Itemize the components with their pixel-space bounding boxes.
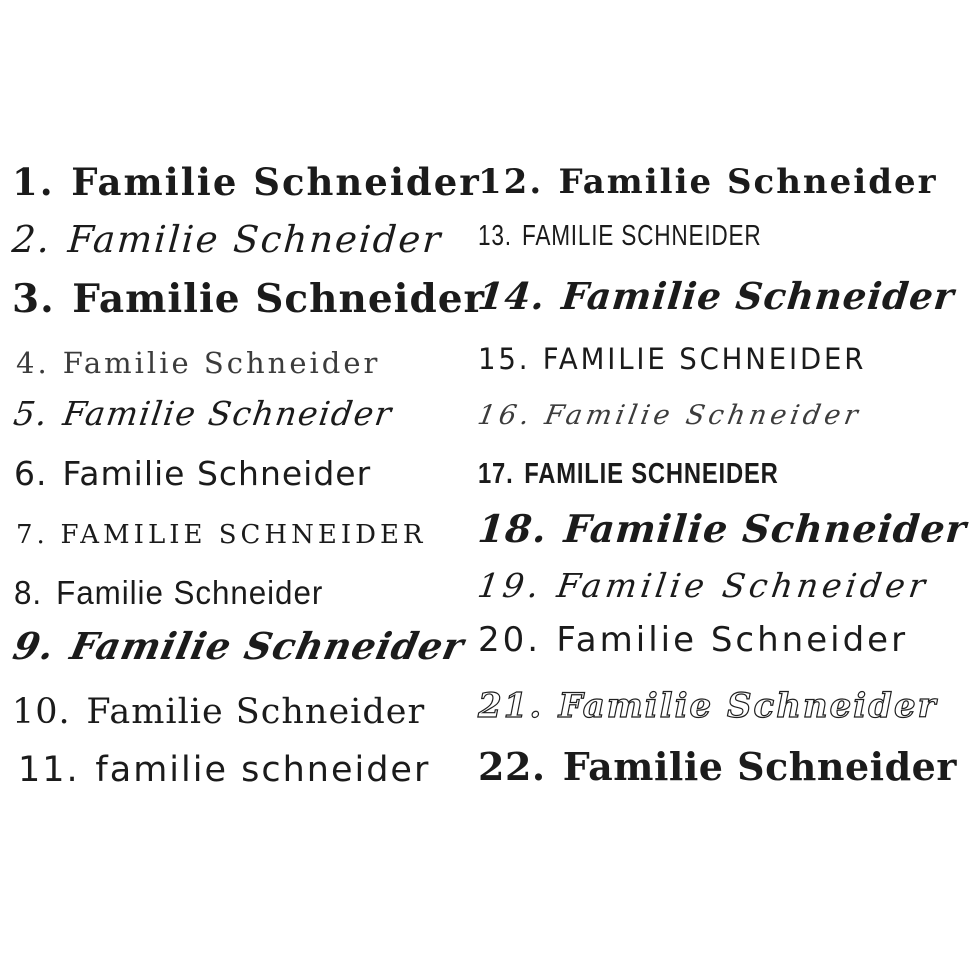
sample-number: 16. — [475, 400, 536, 431]
sample-text: Familie Schneider — [66, 624, 469, 668]
sample-number: 1. — [12, 160, 55, 204]
font-sample-16 — [475, 400, 864, 431]
sample-number: 19. — [475, 566, 546, 605]
sample-text: Familie Schneider — [62, 454, 372, 493]
sample-text: Familie Schneider — [556, 620, 909, 660]
sample-text: Familie Schneider — [559, 274, 957, 318]
sample-text: familie schneider — [95, 750, 431, 790]
font-sample-7 — [16, 520, 427, 550]
sample-text: Familie Schneider — [542, 400, 865, 431]
font-sample-3 — [12, 276, 485, 322]
font-sample-17 — [478, 458, 779, 491]
sample-number: 5. — [11, 394, 52, 433]
font-sample-14 — [476, 274, 957, 318]
sample-number: 4. — [16, 346, 50, 380]
sample-text: FAMILIE SCHNEIDER — [524, 458, 779, 490]
sample-number: 10. — [12, 692, 71, 732]
sample-number: 11. — [18, 750, 80, 790]
sample-number: 3. — [12, 276, 55, 322]
font-sample-22 — [478, 744, 957, 789]
sample-text: Familie Schneider — [71, 160, 481, 204]
font-sample-12 — [478, 162, 938, 202]
sample-number: 6. — [14, 454, 48, 493]
sample-text: FAMILIE SCHNEIDER — [521, 220, 762, 252]
font-sample-20 — [478, 620, 908, 660]
font-sample-13 — [478, 220, 761, 253]
sample-text: Familie Schneider — [86, 692, 426, 732]
sample-text: Familie Schneider — [558, 686, 938, 726]
sample-text: Familie Schneider — [60, 394, 396, 433]
font-sample-2 — [10, 218, 443, 261]
sample-text: Familie Schneider — [62, 346, 381, 380]
sample-text: FAMILIE SCHNEIDER — [60, 520, 427, 550]
font-sample-21 — [478, 686, 938, 726]
sample-number: 2. — [10, 218, 53, 261]
sample-text: Familie Schneider — [66, 218, 444, 261]
font-sample-9 — [9, 624, 468, 668]
sample-number: 14. — [475, 274, 548, 318]
sample-text: Familie Schneider — [56, 574, 324, 611]
font-sample-5 — [11, 394, 395, 433]
sample-text: Familie Schneider — [554, 566, 932, 605]
font-sample-10 — [12, 692, 425, 732]
sample-number: 17. — [478, 458, 514, 490]
sample-text: Familie Schneider — [72, 276, 486, 322]
sample-text: FAMILIE SCHNEIDER — [542, 342, 867, 376]
sample-text: Familie Schneider — [562, 744, 957, 789]
font-sample-19 — [475, 566, 931, 605]
font-sample-1 — [12, 160, 481, 204]
sample-number: 12. — [478, 162, 544, 202]
sample-number: 7. — [16, 520, 49, 550]
font-sample-11 — [18, 750, 430, 790]
sample-number: 8. — [14, 574, 43, 611]
sample-number: 15. — [478, 342, 531, 376]
sample-number: 9. — [9, 624, 60, 668]
font-sample-15 — [478, 342, 866, 376]
font-sample-4 — [16, 346, 380, 380]
sample-text: Familie Schneider — [562, 506, 969, 551]
font-sample-6 — [14, 454, 371, 493]
sample-number: 13. — [478, 220, 512, 252]
sample-number: 20. — [478, 620, 542, 660]
sample-number: 18. — [476, 506, 550, 551]
sample-number: 22. — [478, 744, 546, 789]
font-sample-18 — [476, 506, 969, 551]
font-sample-8 — [14, 574, 323, 612]
sample-number: 21. — [478, 686, 544, 726]
sample-text: Familie Schneider — [558, 162, 938, 202]
